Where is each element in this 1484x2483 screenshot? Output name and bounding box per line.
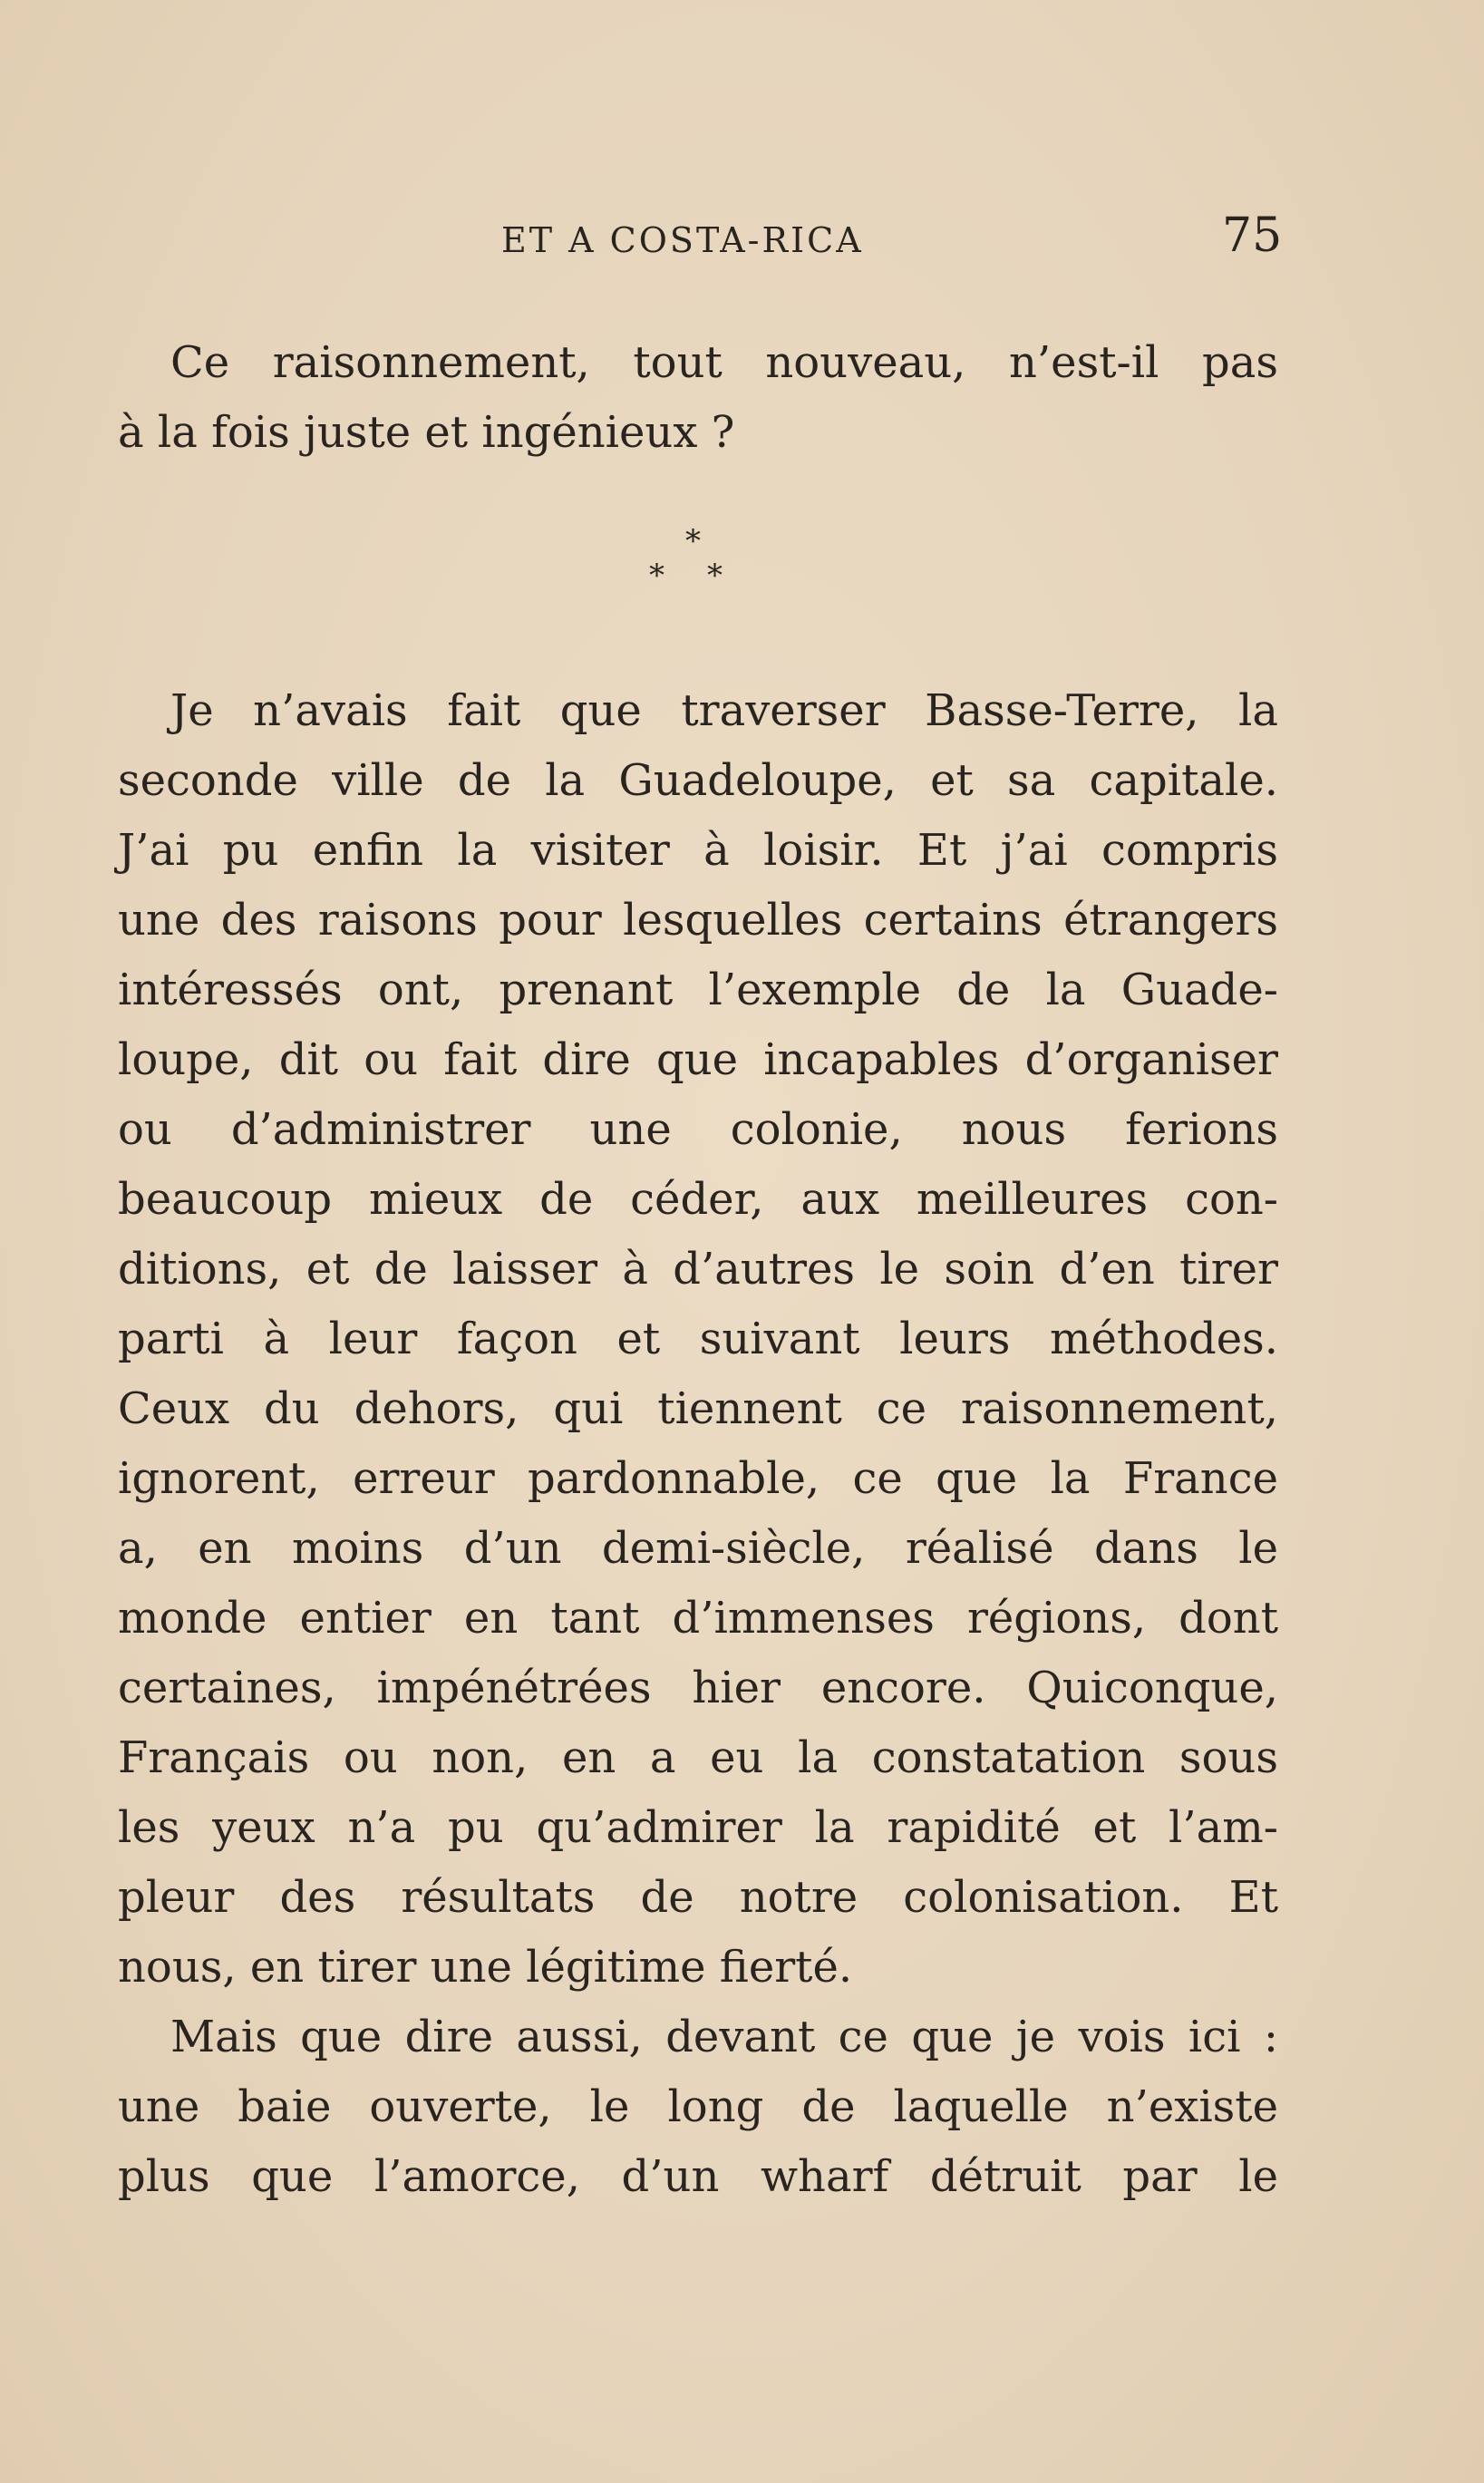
- asterisk-icon: *: [685, 523, 701, 559]
- text-line: ou d’administrer une colonie, nous ferions: [118, 1104, 1278, 1155]
- text-line: beaucoup mieux de céder, aux meilleures con-: [118, 1174, 1278, 1225]
- text-line: une baie ouverte, le long de laquelle n’existe: [118, 2081, 1278, 2132]
- paragraph-2: [118, 676, 1278, 2212]
- text-line: les yeux n’a pu qu’admirer la rapidité et l’am-: [118, 1802, 1278, 1853]
- text-line: ignorent, erreur pardonnable, ce que la France: [118, 1453, 1278, 1504]
- text-line: à la fois juste et ingénieux ?: [118, 407, 735, 458]
- asterisk-icon: *: [649, 558, 664, 594]
- text-line: plus que l’amorce, d’un wharf détruit par le: [118, 2151, 1278, 2202]
- paragraph-1: [118, 328, 1278, 468]
- page-number: 75: [1222, 209, 1283, 263]
- text-line: Je n’avais fait que traverser Basse-Terre, la: [170, 685, 1278, 736]
- text-line: certaines, impénétrées hier encore. Quiconque,: [118, 1663, 1278, 1713]
- text-line: pleur des résultats de notre colonisation. Et: [118, 1872, 1278, 1923]
- text-line: monde entier en tant d’immenses régions, dont: [118, 1593, 1278, 1644]
- asterisk-icon: *: [707, 558, 723, 594]
- text-line: une des raisons pour lesquelles certains étrangers: [118, 895, 1278, 946]
- text-line: Français ou non, en a eu la constatation sous: [118, 1732, 1278, 1783]
- text-line: seconde ville de la Guadeloupe, et sa capitale.: [118, 755, 1278, 806]
- text-line: Ce raisonnement, tout nouveau, n’est-il pas: [170, 337, 1278, 388]
- text-line: Ceux du dehors, qui tiennent ce raisonnement,: [118, 1383, 1278, 1434]
- text-line: ditions, et de laisser à d’autres le soin d’en tirer: [118, 1244, 1278, 1295]
- text-line: nous, en tirer une légitime fierté.: [118, 1942, 853, 1993]
- asterism-separator: [0, 523, 1484, 607]
- text-line: Mais que dire aussi, devant ce que je vois ici :: [170, 2012, 1278, 2062]
- text-line: a, en moins d’un demi-siècle, réalisé dans le: [118, 1523, 1278, 1574]
- text-line: loupe, dit ou fait dire que incapables d’organiser: [118, 1034, 1278, 1085]
- running-head: [0, 207, 1484, 270]
- text-line: intéressés ont, prenant l’exemple de la Guade-: [118, 965, 1278, 1015]
- running-title: ET A COSTA-RICA: [501, 220, 864, 260]
- text-line: parti à leur façon et suivant leurs méthodes.: [118, 1314, 1278, 1364]
- text-line: J’ai pu enfin la visiter à loisir. Et j’ai compris: [118, 825, 1278, 876]
